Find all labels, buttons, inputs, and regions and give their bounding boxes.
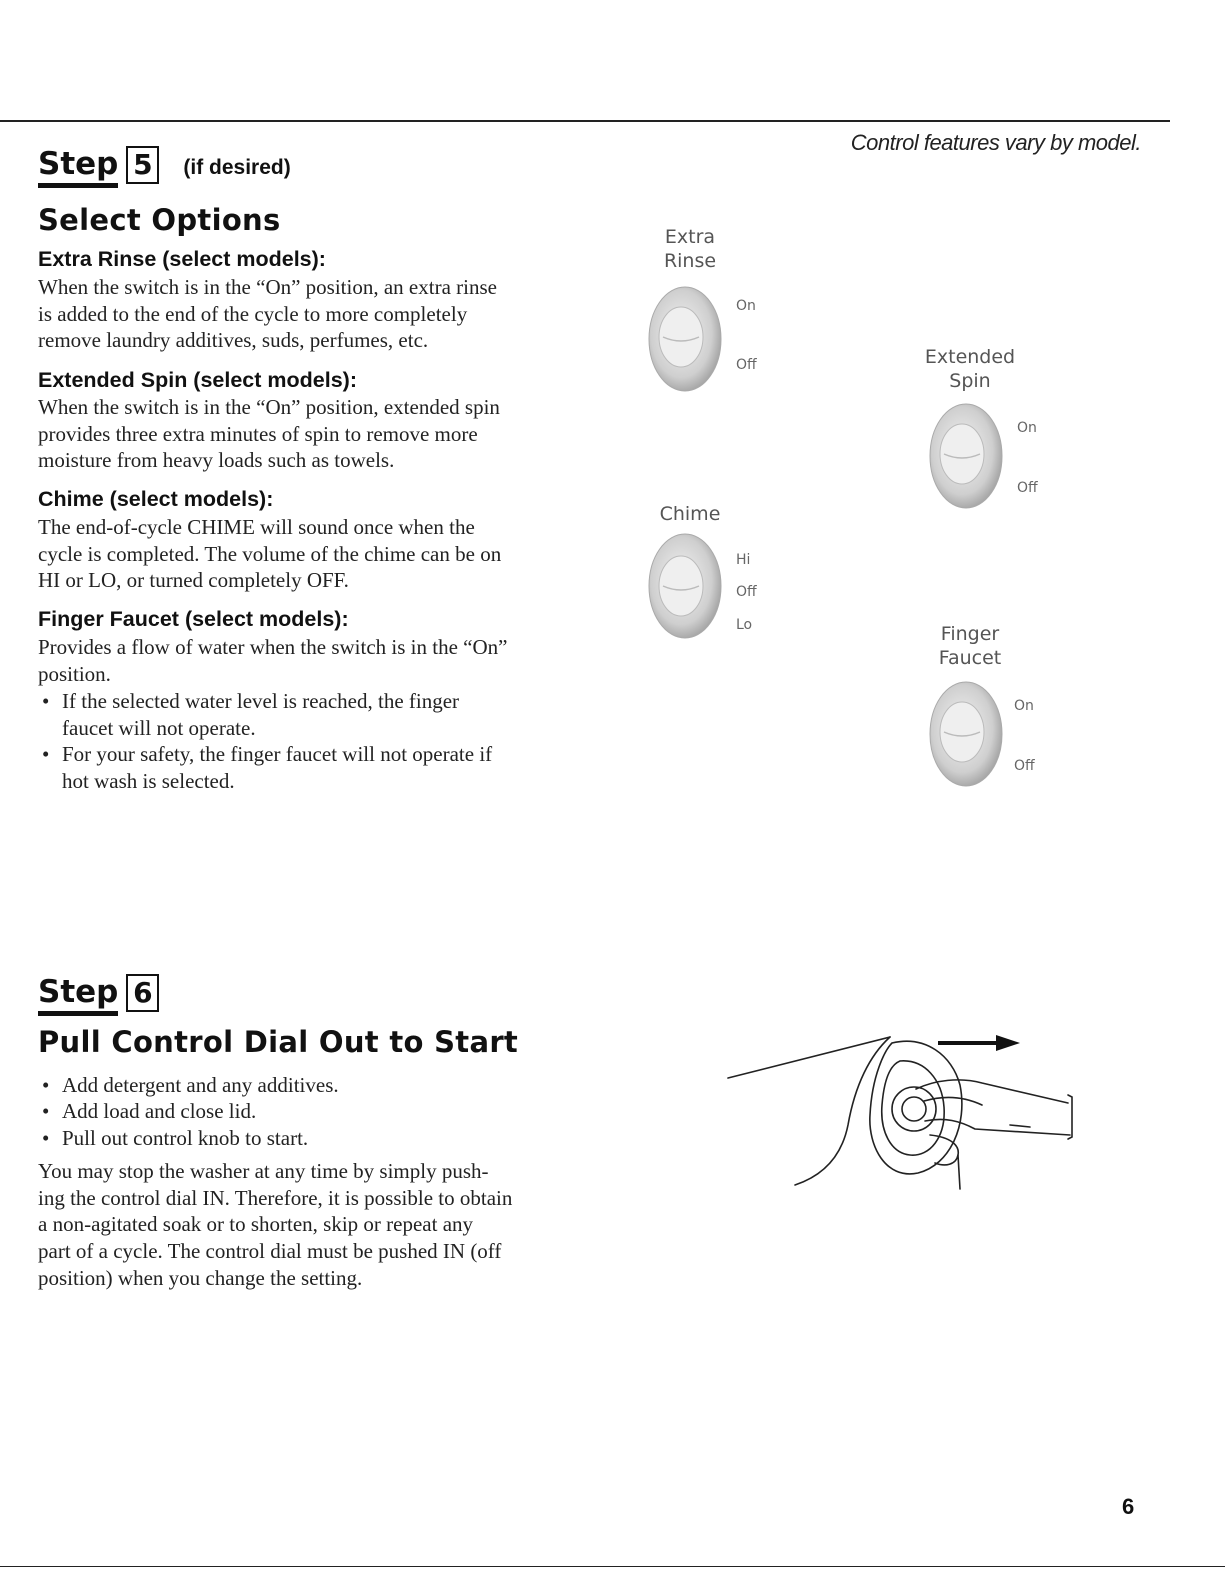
extended-spin-switch-icon[interactable]: [926, 400, 1006, 512]
text-line: moisture from heavy loads such as towels.: [38, 448, 395, 473]
step-label: Step: [38, 147, 118, 188]
text-line: • For your safety, the finger faucet will not operate if: [62, 742, 493, 766]
text-line: provides three extra minutes of spin to remove more: [38, 421, 478, 446]
list-item: • Add load and close lid.: [62, 1098, 256, 1125]
extended-spin-text: [38, 394, 570, 474]
finger-faucet-switch-label: [920, 622, 1020, 670]
finger-faucet-bullet: [62, 741, 570, 794]
option-on-label: On: [736, 298, 756, 314]
label-line: Extended: [924, 346, 1016, 368]
chime-heading: Chime (select models):: [38, 487, 274, 511]
chime-switch-label: [655, 502, 725, 526]
step-qualifier: (if desired): [183, 156, 291, 179]
pull-dial-text: [38, 1158, 570, 1292]
step-number: 6: [126, 974, 159, 1012]
step-6-header: [38, 974, 159, 1016]
text-line: You may stop the washer at any time by simply push-: [38, 1159, 489, 1183]
text-line: a non-agitated soak or to shorten, skip or repeat any: [38, 1212, 474, 1237]
option-off-label: Off: [1017, 480, 1038, 496]
text-line: • If the selected water level is reached, the finger: [62, 689, 460, 713]
extra-rinse-switch-label: [655, 225, 725, 273]
text-line: faucet will not operate.: [62, 715, 256, 740]
text-line: part of a cycle. The control dial must be pushed IN (off: [38, 1239, 502, 1264]
text-line: cycle is completed. The volume of the chime can be on: [38, 541, 502, 566]
option-hi-label: Hi: [736, 552, 751, 568]
list-item: • Add detergent and any additives.: [62, 1072, 339, 1099]
label-line: Faucet: [938, 647, 1002, 669]
finger-faucet-heading: Finger Faucet (select models):: [38, 607, 349, 631]
step-5-header: [38, 146, 291, 188]
text-line: The end-of-cycle CHIME will sound once when the: [38, 515, 475, 539]
option-lo-label: Lo: [736, 617, 753, 633]
step-label: Step: [38, 975, 118, 1016]
label-line: Chime: [659, 503, 721, 525]
option-off-label: Off: [1014, 758, 1035, 774]
finger-faucet-switch-icon[interactable]: [926, 678, 1006, 790]
text-line: ing the control dial IN. Therefore, it is possible to obtain: [38, 1185, 513, 1210]
top-rule: [0, 120, 1170, 122]
extended-spin-heading: Extended Spin (select models):: [38, 368, 357, 392]
text-line: hot wash is selected.: [62, 768, 235, 793]
extra-rinse-switch-icon[interactable]: [645, 283, 725, 395]
extra-rinse-heading: Extra Rinse (select models):: [38, 247, 326, 271]
extended-spin-switch-label: [920, 345, 1020, 393]
finger-faucet-bullet: [62, 688, 570, 741]
text-line: is added to the end of the cycle to more completely: [38, 301, 468, 326]
label-line: Finger: [940, 623, 1000, 645]
model-note: Control features vary by model.: [850, 130, 1141, 155]
finger-faucet-text: [38, 634, 570, 687]
section-title: Pull Control Dial Out to Start: [38, 1025, 519, 1059]
text-line: When the switch is in the “On” position, extended spin: [38, 395, 500, 419]
chime-text: [38, 514, 570, 594]
chime-switch-icon[interactable]: [645, 530, 725, 642]
step-number: 5: [126, 146, 159, 184]
list-item: • Pull out control knob to start.: [62, 1125, 308, 1152]
option-off-label: Off: [736, 357, 757, 373]
text-line: remove laundry additives, suds, perfumes, etc.: [38, 328, 429, 353]
label-line: Extra: [664, 226, 716, 248]
text-line: Provides a flow of water when the switch is in the “On”: [38, 635, 508, 659]
option-on-label: On: [1014, 698, 1034, 714]
option-on-label: On: [1017, 420, 1037, 436]
text-line: HI or LO, or turned completely OFF.: [38, 568, 349, 593]
text-line: position) when you change the setting.: [38, 1265, 363, 1290]
bottom-rule: [0, 1566, 1225, 1567]
label-line: Spin: [949, 370, 991, 392]
text-line: When the switch is in the “On” position, an extra rinse: [38, 275, 497, 299]
pull-dial-illustration: [720, 1025, 1080, 1195]
option-off-label: Off: [736, 584, 757, 600]
extra-rinse-text: [38, 274, 570, 354]
section-title: Select Options: [38, 203, 281, 237]
page-number: 6: [1122, 1494, 1135, 1519]
label-line: Rinse: [663, 250, 717, 272]
text-line: position.: [38, 661, 111, 686]
